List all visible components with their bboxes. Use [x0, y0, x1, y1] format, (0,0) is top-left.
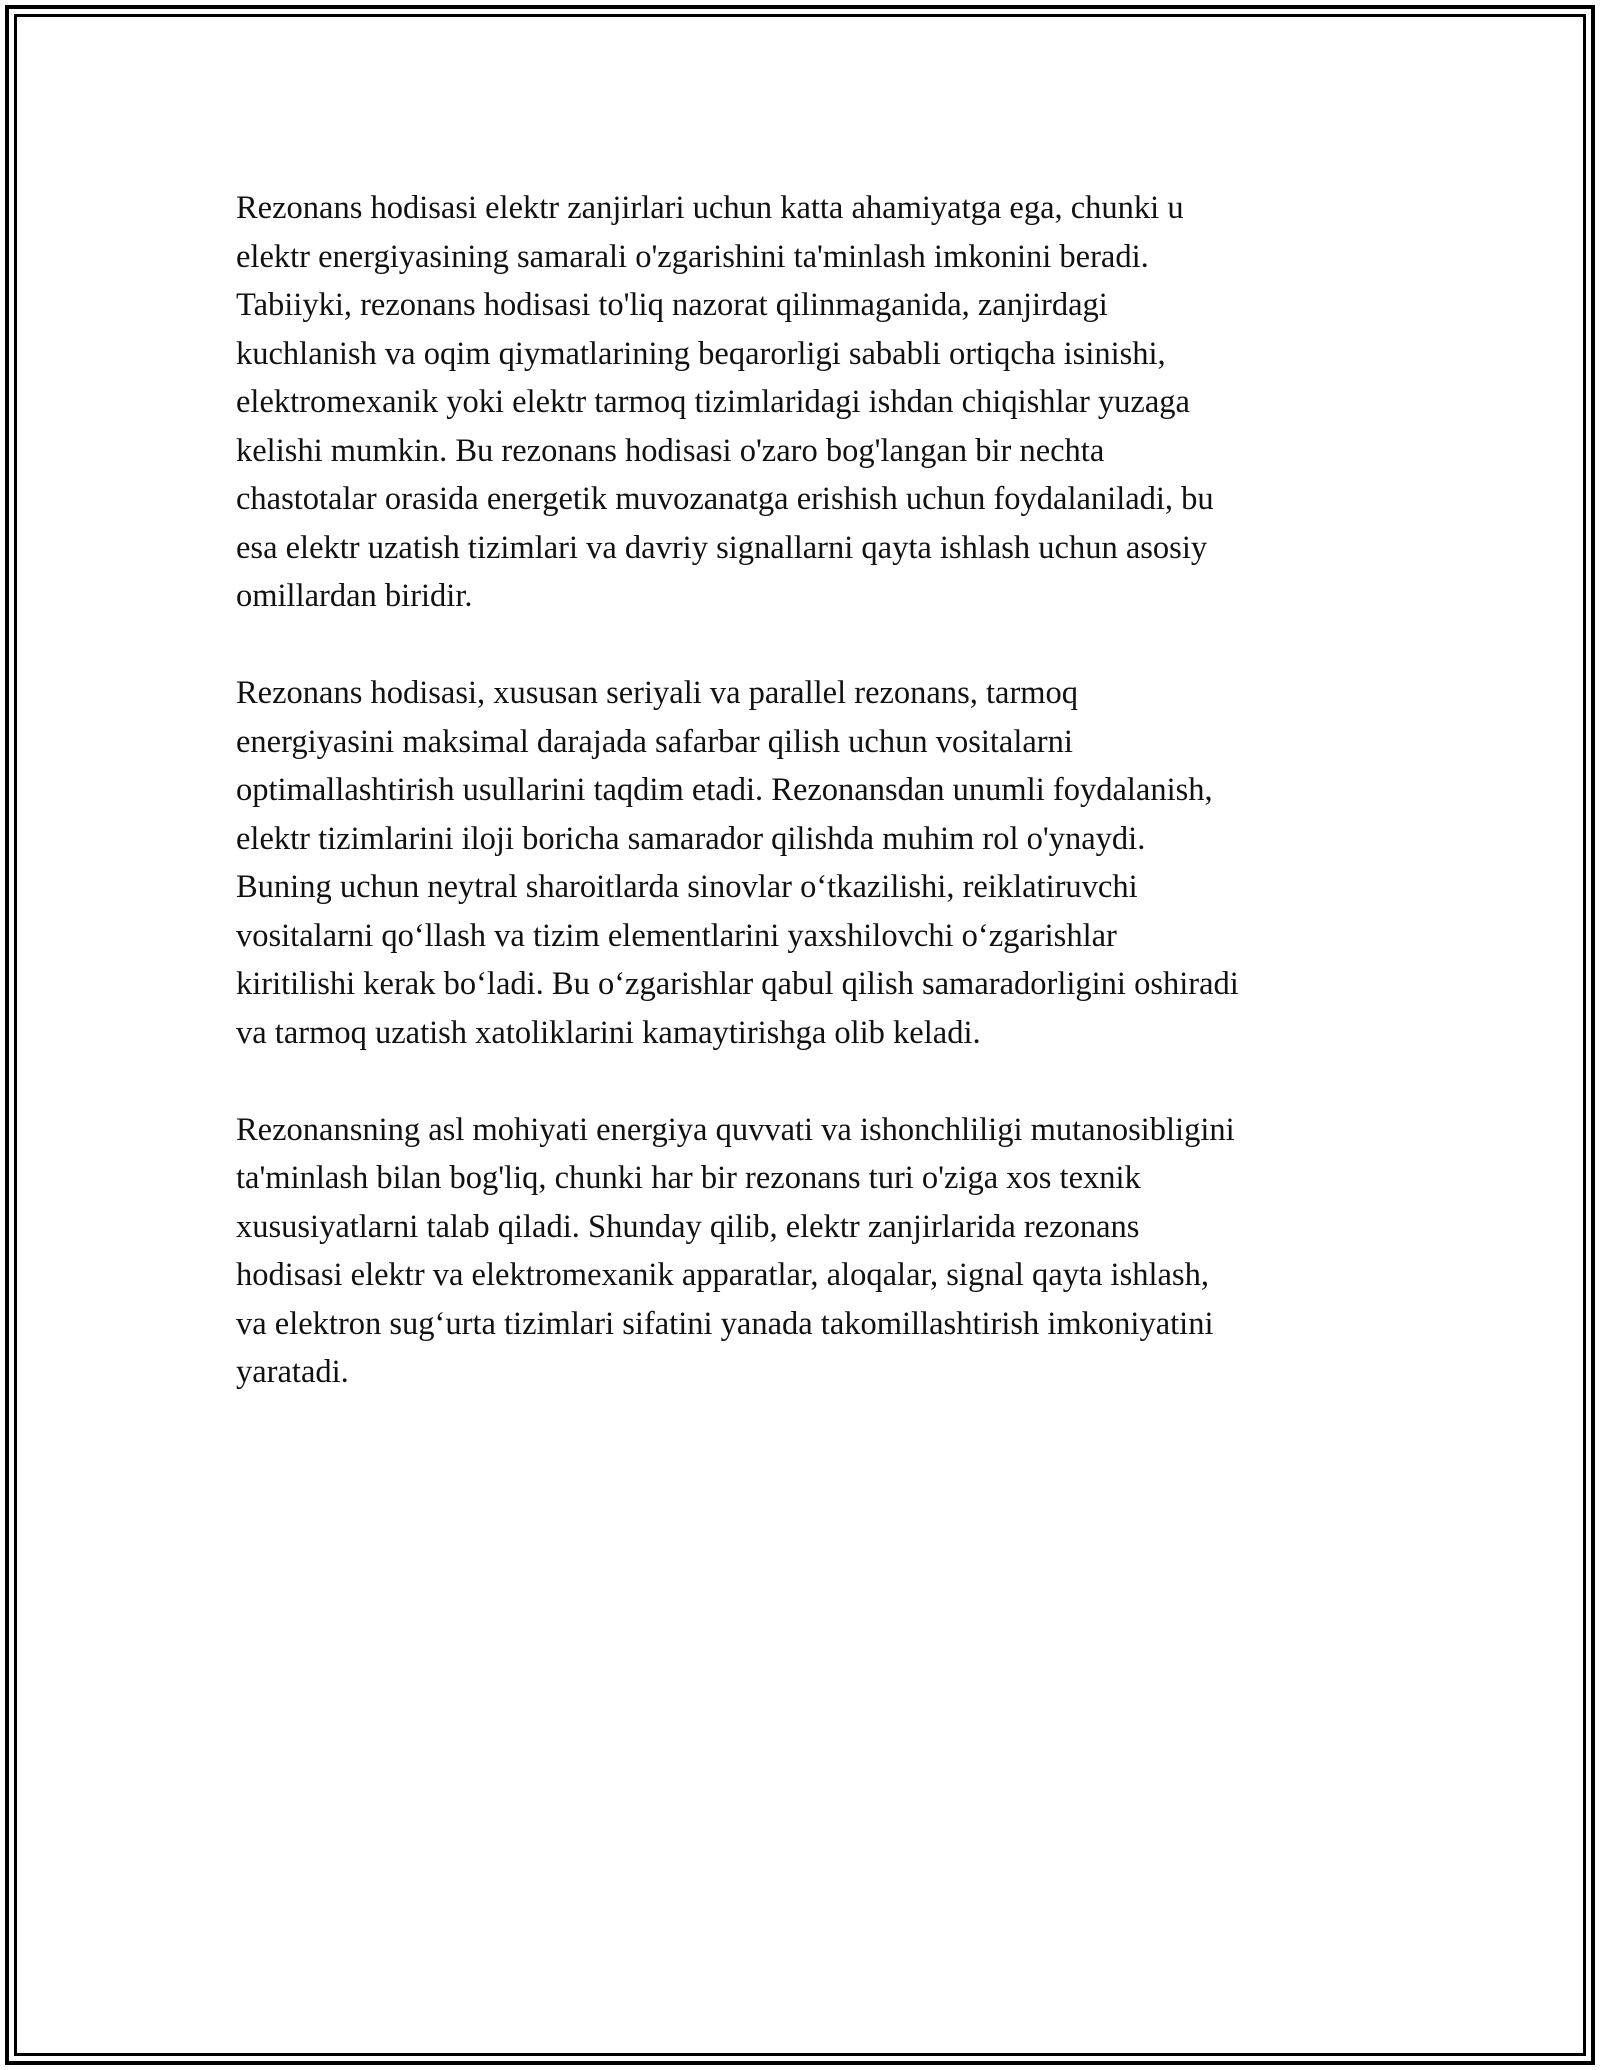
paragraph-line: Buning uchun neytral sharoitlarda sinovlar o‘tkazilishi, reiklatiruvchi	[236, 869, 1138, 905]
paragraph-1	[236, 184, 1376, 621]
paragraph-line: Tabiiyki, rezonans hodisasi to'liq nazorat qilinmaganida, zanjirdagi	[236, 287, 1108, 323]
paragraph-line: energiyasini maksimal darajada safarbar qilish uchun vositalarni	[236, 723, 1073, 760]
paragraph-line: omillardan biridir.	[236, 578, 473, 614]
document-body	[236, 184, 1376, 1445]
paragraph-line: ta'minlash bilan bog'liq, chunki har bir rezonans turi o'ziga xos texnik	[236, 1160, 1141, 1196]
paragraph-2	[236, 669, 1376, 1057]
paragraph-line: va tarmoq uzatish xatoliklarini kamaytirishga olib keladi.	[236, 1014, 981, 1051]
paragraph-line: kiritilishi kerak bo‘ladi. Bu o‘zgarishlar qabul qilish samaradorligini oshiradi	[236, 966, 1239, 1002]
paragraph-line: vositalarni qo‘llash va tizim elementlarini yaxshilovchi o‘zgarishlar	[236, 917, 1117, 954]
paragraph-line: optimallashtirish usullarini taqdim etadi. Rezonansdan unumli foydalanish,	[236, 772, 1213, 808]
paragraph-line: yaratadi.	[236, 1354, 349, 1390]
paragraph-line: elektr tizimlarini iloji boricha samarador qilishda muhim rol o'ynaydi.	[236, 820, 1146, 857]
paragraph-line: Rezonans hodisasi, xususan seriyali va parallel rezonans, tarmoq	[236, 675, 1079, 711]
paragraph-line: elektr energiyasining samarali o'zgarishini ta'minlash imkonini beradi.	[236, 238, 1149, 275]
paragraph-line: chastotalar orasida energetik muvozanatga erishish uchun foydalaniladi, bu	[236, 481, 1214, 517]
paragraph-line: esa elektr uzatish tizimlari va davriy signallarni qayta ishlash uchun asosiy	[236, 529, 1208, 566]
paragraph-line: Rezonans hodisasi elektr zanjirlari uchun katta ahamiyatga ega, chunki u	[236, 190, 1184, 226]
paragraph-line: va elektron sug‘urta tizimlari sifatini yanada takomillashtirish imkoniyatini	[236, 1305, 1214, 1342]
paragraph-line: elektromexanik yoki elektr tarmoq tizimlaridagi ishdan chiqishlar yuzaga	[236, 384, 1190, 420]
paragraph-line: xususiyatlarni talab qiladi. Shunday qilib, elektr zanjirlarida rezonans	[236, 1208, 1140, 1245]
paragraph-line: Rezonansning asl mohiyati energiya quvvati va ishonchliligi mutanosibligini	[236, 1111, 1235, 1148]
paragraph-line: kelishi mumkin. Bu rezonans hodisasi o'zaro bog'langan bir nechta	[236, 432, 1105, 469]
paragraph-3	[236, 1106, 1376, 1397]
paragraph-line: hodisasi elektr va elektromexanik apparatlar, aloqalar, signal qayta ishlash,	[236, 1257, 1209, 1293]
paragraph-line: kuchlanish va oqim qiymatlarining beqarorligi sababli ortiqcha isinishi,	[236, 335, 1166, 372]
